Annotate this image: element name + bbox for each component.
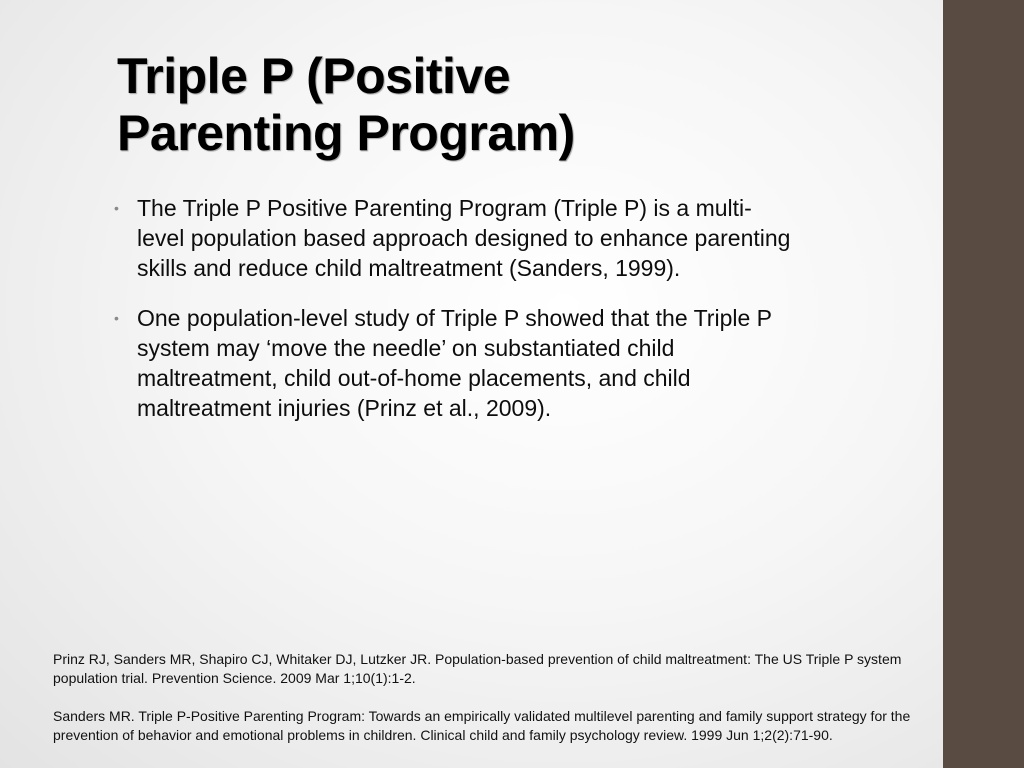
bullet-item	[112, 303, 792, 423]
reference-item: Prinz RJ, Sanders MR, Shapiro CJ, Whitaker DJ, Lutzker JR. Population-based prevention of child maltreatment: The US Triple P system population trial. Prevention Science. 2009 Mar 1;10(1):1-2.	[53, 651, 902, 686]
bullet-list	[112, 193, 792, 443]
title-line-1: Triple P (Positive	[117, 48, 511, 104]
reference-item: Sanders MR. Triple P-Positive Parenting Program: Towards an empirically validated multilevel parenting and family support strategy for the prevention of behavior and emotional problems in children. Clinical child and family psychology review. 1999 Jun 1;2(2):71-90.	[53, 708, 911, 743]
bullet-icon: •	[114, 310, 119, 326]
slide-title	[117, 48, 837, 162]
references	[53, 650, 923, 745]
title-line-2: Parenting Program)	[117, 105, 575, 161]
bullet-text: One population-level study of Triple P showed that the Triple P system may ‘move the needle’ on substantiated child maltreatment, child out-of-home placements, and child maltreatment injuries (Prinz et al., 2009).	[137, 305, 772, 421]
side-accent-bar	[943, 0, 1024, 768]
bullet-item	[112, 193, 792, 283]
bullet-text: The Triple P Positive Parenting Program (Triple P) is a multi-level population based approach designed to enhance parenting skills and reduce child maltreatment (Sanders, 1999).	[137, 195, 791, 281]
bullet-icon: •	[114, 200, 119, 216]
